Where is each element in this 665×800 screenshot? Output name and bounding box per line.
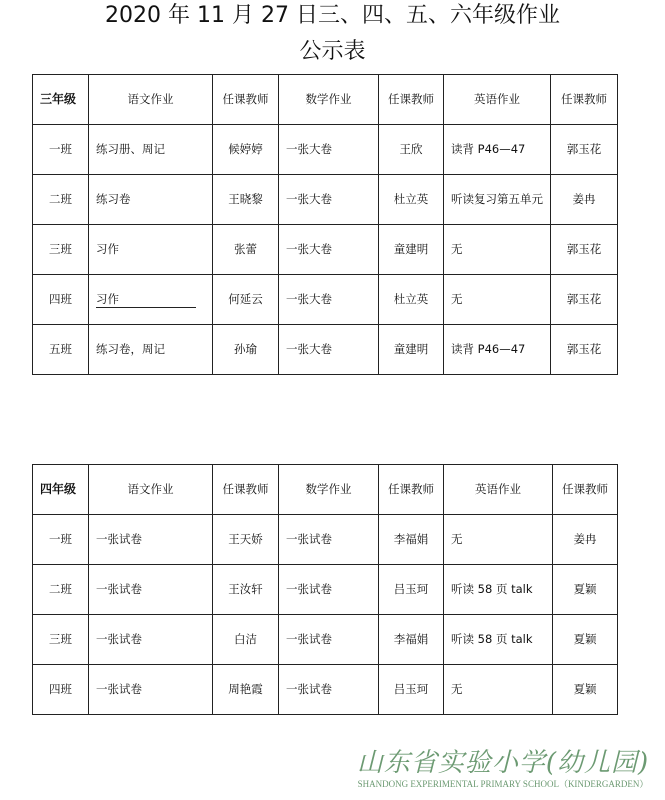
english-homework: 听读复习第五单元 xyxy=(444,175,551,225)
table-row xyxy=(33,565,618,615)
doc-title-line2: 公示表 xyxy=(299,39,366,64)
chinese-homework: 习作 xyxy=(89,225,213,275)
math-teacher: 王欣 xyxy=(379,125,444,175)
table-row xyxy=(33,325,618,375)
english-teacher: 郭玉花 xyxy=(551,225,618,275)
math-teacher: 杜立英 xyxy=(379,175,444,225)
math-homework: 一张大卷 xyxy=(279,275,379,325)
math-teacher: 童建明 xyxy=(379,325,444,375)
class-name: 三班 xyxy=(33,615,89,665)
math-homework: 一张试卷 xyxy=(279,515,379,565)
chinese-homework: 练习册、周记 xyxy=(89,125,213,175)
chinese-teacher: 王汝轩 xyxy=(213,565,279,615)
grade4-header-chinese: 语文作业 xyxy=(89,465,213,515)
chinese-homework: 一张试卷 xyxy=(89,615,213,665)
math-teacher: 李福娟 xyxy=(379,515,444,565)
class-name: 一班 xyxy=(33,515,89,565)
chinese-teacher: 孙瑜 xyxy=(213,325,279,375)
grade3-header-math: 数学作业 xyxy=(279,75,379,125)
table-row xyxy=(33,615,618,665)
math-homework: 一张试卷 xyxy=(279,665,379,715)
grade4-header-math-teacher: 任课教师 xyxy=(379,465,444,515)
english-teacher: 郭玉花 xyxy=(551,325,618,375)
english-homework: 听读 58 页 talk xyxy=(444,615,553,665)
math-homework: 一张大卷 xyxy=(279,325,379,375)
grade4-header-math: 数学作业 xyxy=(279,465,379,515)
english-teacher: 郭玉花 xyxy=(551,125,618,175)
chinese-homework: 习作 xyxy=(96,292,196,308)
table-row xyxy=(33,275,618,325)
chinese-homework: 练习卷 xyxy=(89,175,213,225)
math-homework: 一张试卷 xyxy=(279,565,379,615)
english-teacher: 夏颖 xyxy=(553,565,618,615)
chinese-homework: 一张试卷 xyxy=(89,665,213,715)
class-name: 五班 xyxy=(33,325,89,375)
math-homework: 一张试卷 xyxy=(279,615,379,665)
english-homework: 读背 P46—47 xyxy=(444,125,551,175)
chinese-teacher: 白洁 xyxy=(213,615,279,665)
math-teacher: 吕玉珂 xyxy=(379,665,444,715)
english-homework: 无 xyxy=(444,275,551,325)
grade4-grade-label: 四年级 xyxy=(33,465,89,515)
grade4-header-english: 英语作业 xyxy=(444,465,553,515)
grade3-header-row xyxy=(33,75,618,125)
grade3-header-english: 英语作业 xyxy=(444,75,551,125)
school-logo xyxy=(353,748,653,790)
grade3-header-english-teacher: 任课教师 xyxy=(551,75,618,125)
math-homework: 一张大卷 xyxy=(279,225,379,275)
grade4-header-chinese-teacher: 任课教师 xyxy=(213,465,279,515)
school-logo-chinese: 山东省实验小学(幼儿园) xyxy=(356,748,650,778)
math-homework: 一张大卷 xyxy=(279,175,379,225)
chinese-homework: 一张试卷 xyxy=(89,565,213,615)
chinese-teacher: 周艳霞 xyxy=(213,665,279,715)
grade3-header-chinese-teacher: 任课教师 xyxy=(213,75,279,125)
chinese-homework: 练习卷，周记 xyxy=(89,325,213,375)
grade3-grade-label: 三年级 xyxy=(33,75,89,125)
english-teacher: 夏颖 xyxy=(553,665,618,715)
grade3-header-math-teacher: 任课教师 xyxy=(379,75,444,125)
english-teacher: 姜冉 xyxy=(551,175,618,225)
chinese-homework-cell xyxy=(89,275,213,325)
class-name: 二班 xyxy=(33,565,89,615)
english-teacher: 夏颖 xyxy=(553,615,618,665)
english-teacher: 郭玉花 xyxy=(551,275,618,325)
grade3-table xyxy=(32,74,618,375)
table-row xyxy=(33,175,618,225)
class-name: 二班 xyxy=(33,175,89,225)
math-teacher: 吕玉珂 xyxy=(379,565,444,615)
chinese-teacher: 张蕾 xyxy=(213,225,279,275)
chinese-teacher: 候婷婷 xyxy=(213,125,279,175)
math-homework: 一张大卷 xyxy=(279,125,379,175)
chinese-teacher: 王天娇 xyxy=(213,515,279,565)
math-teacher: 童建明 xyxy=(379,225,444,275)
chinese-homework: 一张试卷 xyxy=(89,515,213,565)
table-row xyxy=(33,225,618,275)
english-homework: 无 xyxy=(444,515,553,565)
math-teacher: 李福娟 xyxy=(379,615,444,665)
class-name: 四班 xyxy=(33,665,89,715)
class-name: 一班 xyxy=(33,125,89,175)
table-row xyxy=(33,515,618,565)
english-homework: 读背 P46—47 xyxy=(444,325,551,375)
doc-title-line1: 2020 年 11 月 27 日三、四、五、六年级作业 xyxy=(105,3,560,28)
school-logo-english: SHANDONG EXPERIMENTAL PRIMARY SCHOOL（KINDERGARDEN） xyxy=(357,779,649,789)
table-row xyxy=(33,665,618,715)
english-homework: 听读 58 页 talk xyxy=(444,565,553,615)
grade3-header-chinese: 语文作业 xyxy=(89,75,213,125)
class-name: 三班 xyxy=(33,225,89,275)
class-name: 四班 xyxy=(33,275,89,325)
english-teacher: 姜冉 xyxy=(553,515,618,565)
grade4-header-english-teacher: 任课教师 xyxy=(553,465,618,515)
chinese-teacher: 王晓黎 xyxy=(213,175,279,225)
grade4-table xyxy=(32,464,618,715)
chinese-teacher: 何延云 xyxy=(213,275,279,325)
english-homework: 无 xyxy=(444,665,553,715)
grade4-header-row xyxy=(33,465,618,515)
table-row xyxy=(33,125,618,175)
english-homework: 无 xyxy=(444,225,551,275)
math-teacher: 杜立英 xyxy=(379,275,444,325)
